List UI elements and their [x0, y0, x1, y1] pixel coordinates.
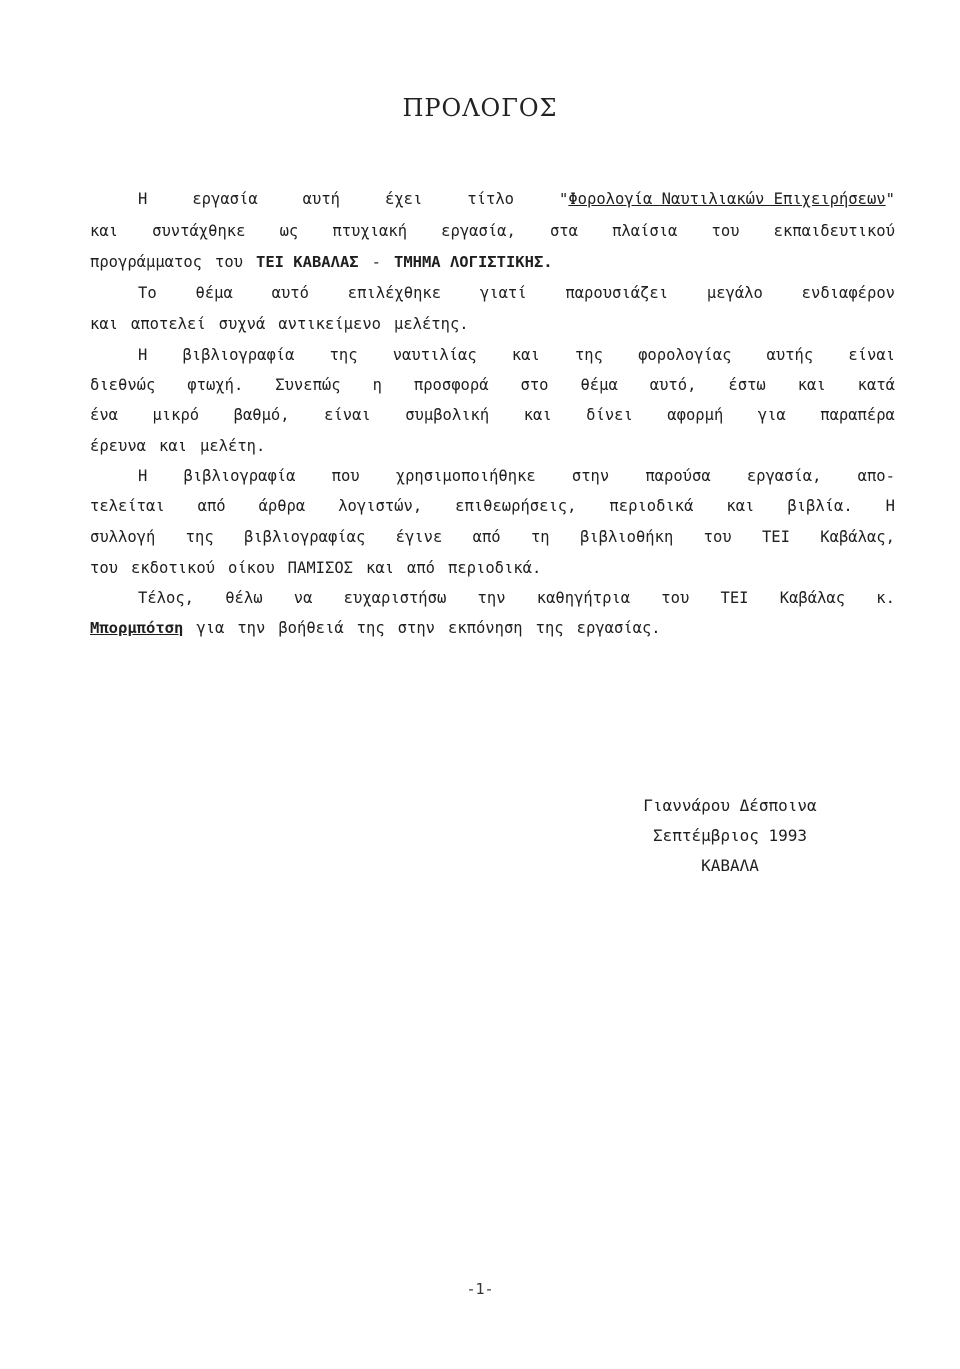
text-word: ΤΕΙ ΚΑΒΑΛΑΣ — [255, 253, 359, 271]
text-word: και — [366, 559, 394, 577]
text-word: Συνεπώς — [275, 376, 341, 394]
text-word: βιβλιογραφία — [182, 346, 295, 364]
text-word: της — [329, 346, 358, 364]
text-word: συντάχθηκε — [152, 222, 246, 240]
text-word: ΤΜΗΜΑ ΛΟΓΙΣΤΙΚΗΣ. — [393, 253, 553, 271]
text-line — [90, 437, 895, 455]
text-word: αυτό, — [649, 376, 697, 394]
text-word: γιατί — [479, 284, 527, 302]
text-word: τελείται — [90, 497, 165, 515]
text-word: από — [472, 528, 501, 546]
text-line — [90, 559, 895, 577]
text-word: εκπόνηση — [447, 619, 523, 637]
page-number: -1- — [466, 1280, 494, 1298]
text-word: Καβάλας — [779, 589, 846, 607]
text-word: και — [90, 222, 118, 240]
text-word: για — [196, 619, 225, 637]
text-word: τίτλο — [467, 190, 514, 208]
text-word: της — [535, 619, 564, 637]
text-line — [138, 190, 895, 208]
text-word: θέμα — [580, 376, 618, 394]
text-word: εργασία — [192, 190, 258, 208]
text-line — [90, 619, 895, 637]
text-word: ενδιαφέρον — [801, 284, 895, 302]
text-word: βιβλιοθήκη — [579, 528, 674, 546]
text-word: βοήθειά — [278, 619, 344, 637]
text-line — [138, 284, 895, 302]
text-word: ναυτιλίας — [392, 346, 477, 364]
text-word: στην — [571, 467, 610, 485]
text-word: μικρό — [152, 406, 200, 424]
text-word: βιβλιογραφίας — [243, 528, 366, 546]
text-word: και — [726, 497, 755, 515]
text-word: θέμα — [195, 284, 233, 302]
text-word: ΤΕΙ — [720, 589, 749, 607]
text-word: Καβάλας, — [820, 528, 895, 546]
page-title: ΠΡΟΛΟΓΟΣ — [402, 94, 558, 122]
text-word: παρουσιάζει — [565, 284, 669, 302]
text-word: μελέτης. — [393, 315, 469, 333]
thesis-title — [559, 190, 895, 208]
text-word: βαθμό, — [233, 406, 290, 424]
text-word: και — [511, 346, 540, 364]
text-line — [90, 497, 895, 515]
text-word: περιοδικά. — [448, 559, 542, 577]
text-word: του — [214, 253, 243, 271]
text-word: Η — [138, 190, 148, 208]
signature-place: ΚΑΒΑΛΑ — [701, 856, 759, 875]
text-line — [90, 253, 895, 271]
text-word: και — [90, 315, 118, 333]
text-word: την — [237, 619, 266, 637]
text-word: Η — [138, 346, 148, 364]
text-word: λογιστών, — [338, 497, 423, 515]
text-word: είναι — [848, 346, 895, 364]
text-word: μελέτη. — [200, 437, 266, 455]
text-word: προσφορά — [413, 376, 489, 394]
text-word: συμβολική — [405, 406, 490, 424]
text-word: κατά — [857, 376, 895, 394]
text-word: Μπορμπότση — [90, 619, 184, 637]
text-word: ΤΕΙ — [761, 528, 790, 546]
text-word: θέλω — [225, 589, 263, 607]
text-word: έρευνα — [90, 437, 146, 455]
text-word: διεθνώς — [90, 376, 156, 394]
text-word: χρησιμοποιήθηκε — [395, 467, 536, 485]
text-word: και — [523, 406, 552, 424]
text-word: οίκου — [228, 559, 275, 577]
text-word: εργασία, — [441, 222, 516, 240]
text-word: αφορμή — [667, 406, 724, 424]
text-word: αυτό — [271, 284, 309, 302]
text-word: συχνά — [218, 315, 266, 333]
text-word: και — [159, 437, 187, 455]
text-word: - — [371, 253, 381, 271]
text-word: που — [331, 467, 360, 485]
text-word: Η — [885, 497, 895, 515]
text-line — [90, 222, 895, 240]
text-word: αποτελεί — [131, 315, 206, 333]
text-word: Το — [138, 284, 157, 302]
text-word: αυτής — [766, 346, 814, 364]
text-word: μεγάλο — [706, 284, 763, 302]
text-word: εργασία, — [746, 467, 822, 485]
text-word: καθηγήτρια — [536, 589, 631, 607]
text-word: είναι — [324, 406, 371, 424]
text-word: του — [661, 589, 690, 607]
text-word: έστω — [728, 376, 766, 394]
text-word: να — [293, 589, 313, 607]
text-word: βιβλία. — [787, 497, 853, 515]
text-word: " — [885, 190, 895, 208]
text-word: στο — [520, 376, 549, 394]
text-line — [138, 346, 895, 364]
text-word: ΠΑΜΙΣΟΣ — [287, 559, 353, 577]
text-word: παρούσα — [645, 467, 711, 485]
text-line — [90, 376, 895, 394]
text-word: από — [407, 559, 435, 577]
text-word: απο- — [857, 467, 895, 485]
text-word: του — [703, 528, 732, 546]
text-word: Τέλος, — [138, 589, 194, 607]
text-word: της — [185, 528, 214, 546]
text-word: ένα — [90, 406, 118, 424]
text-word: Η — [138, 467, 148, 485]
text-word: ευχαριστήσω — [343, 589, 447, 607]
text-word: περιοδικά — [609, 497, 694, 515]
text-word: την — [477, 589, 506, 607]
text-word: πλαίσια — [612, 222, 678, 240]
text-line — [90, 406, 895, 424]
text-word: άρθρα — [258, 497, 306, 515]
text-word: συλλογή — [90, 528, 156, 546]
text-word: έγινε — [395, 528, 443, 546]
text-word: ως — [279, 222, 299, 240]
text-line — [138, 589, 895, 607]
text-word: επιλέχθηκε — [347, 284, 442, 302]
text-word: εκδοτικού — [131, 559, 215, 577]
text-line — [90, 528, 895, 546]
text-word: φορολογίας — [638, 346, 732, 364]
text-word: η — [372, 376, 382, 394]
text-word: επιθεωρήσεις, — [455, 497, 577, 515]
text-word: " — [559, 190, 569, 208]
text-word: κ. — [876, 589, 895, 607]
text-word: εργασίας. — [576, 619, 661, 637]
text-word: του — [90, 559, 118, 577]
text-word: του — [711, 222, 740, 240]
text-word: τη — [530, 528, 550, 546]
text-word: πτυχιακή — [332, 222, 408, 240]
text-word: από — [197, 497, 226, 515]
text-word: εκπαιδευτικού — [773, 222, 895, 240]
text-word: δίνει — [586, 406, 633, 424]
text-word: έχει — [385, 190, 423, 208]
text-word: αντικείμενο — [278, 315, 381, 333]
text-word: για — [757, 406, 786, 424]
signature-date: Σεπτέμβριος 1993 — [652, 826, 808, 845]
text-word: στην — [397, 619, 435, 637]
text-word: και — [797, 376, 826, 394]
text-word: Φορολογία Ναυτιλιακών Επιχειρήσεων — [568, 190, 886, 208]
text-word: βιβλιογραφία — [183, 467, 296, 485]
text-word: φτωχή. — [187, 376, 244, 394]
text-word: στα — [549, 222, 578, 240]
text-word: της — [574, 346, 603, 364]
text-word: της — [356, 619, 385, 637]
text-word: προγράμματος — [90, 253, 202, 271]
text-line — [138, 467, 895, 485]
author-name: Γιαννάρου Δέσποινα — [643, 796, 817, 815]
text-word: αυτή — [302, 190, 340, 208]
text-line — [90, 315, 895, 333]
text-word: παραπέρα — [820, 406, 895, 424]
